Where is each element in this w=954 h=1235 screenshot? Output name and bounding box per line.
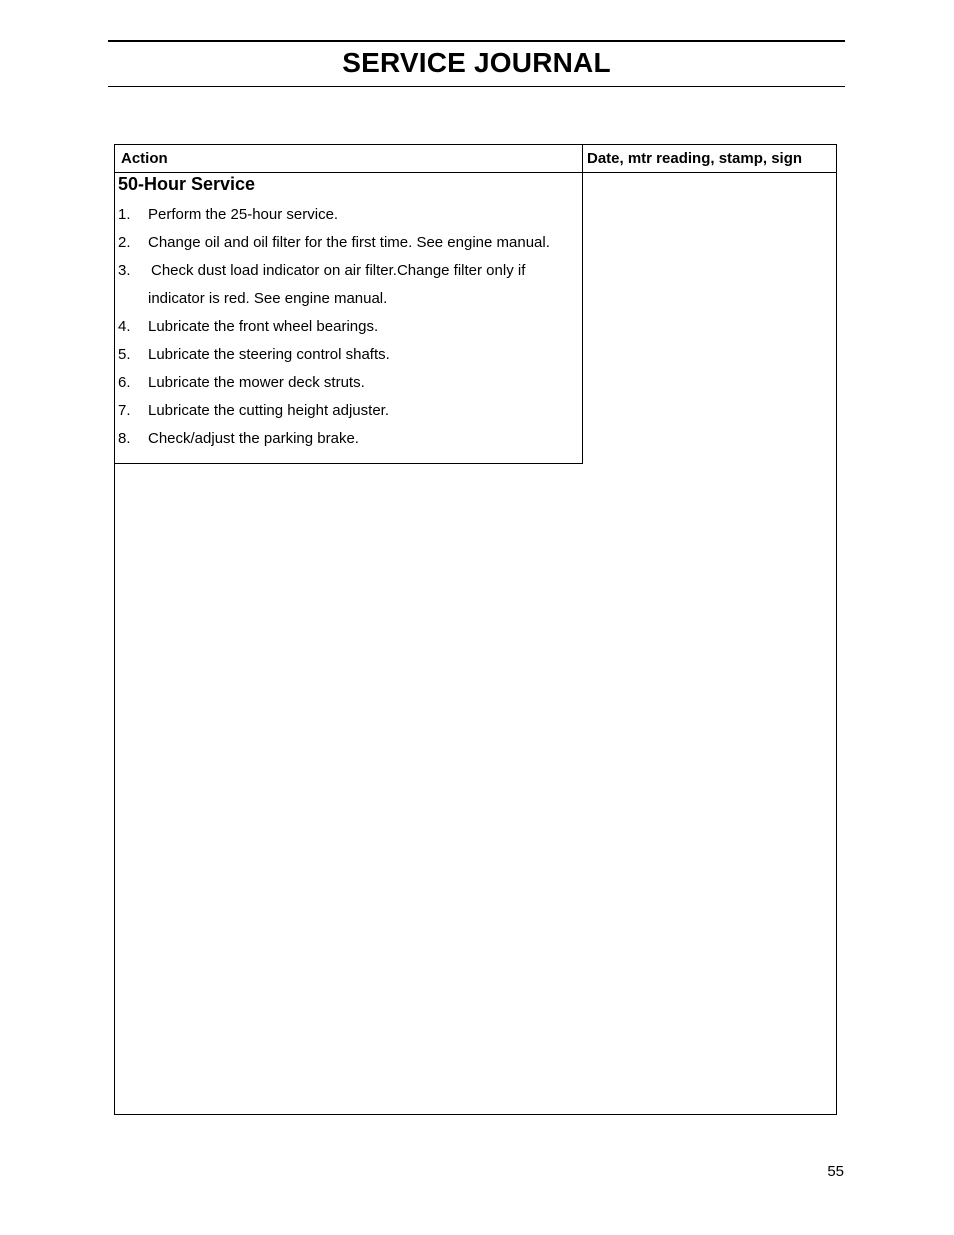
step-text: Lubricate the cutting height adjuster. [148, 402, 389, 419]
step-number: 4. [118, 318, 131, 335]
title-rule-top [108, 40, 845, 42]
list-item [115, 369, 582, 397]
step-text: Lubricate the steering control shafts. [148, 346, 390, 363]
service-steps-list [115, 201, 582, 453]
title-rule-bottom [108, 86, 845, 87]
column-header-action: Action [121, 150, 168, 167]
step-text-continued: indicator is red. See engine manual. [148, 290, 388, 307]
step-number: 8. [118, 430, 131, 447]
list-item [115, 425, 582, 453]
step-number: 5. [118, 346, 131, 363]
list-item [115, 313, 582, 341]
list-item [115, 201, 582, 229]
service-journal-table [114, 144, 837, 1115]
page-title: SERVICE JOURNAL [342, 47, 611, 78]
column-header-date: Date, mtr reading, stamp, sign [587, 150, 803, 167]
step-number: 2. [118, 234, 131, 251]
page-number: 55 [827, 1163, 844, 1180]
list-item [115, 341, 582, 369]
list-item [115, 229, 582, 257]
step-text: Lubricate the mower deck struts. [148, 374, 365, 391]
step-number: 3. [118, 262, 131, 279]
step-text: Change oil and oil filter for the first time. See engine manual. [148, 234, 550, 251]
table-header-row [115, 145, 836, 173]
step-text: Check/adjust the parking brake. [148, 430, 359, 447]
step-text: Lubricate the front wheel bearings. [148, 318, 379, 335]
step-text: Check dust load indicator on air filter.Change filter only if [151, 262, 526, 279]
list-item [115, 257, 582, 313]
list-item [115, 397, 582, 425]
step-number: 7. [118, 402, 131, 419]
section-title: 50-Hour Service [118, 174, 256, 194]
step-number: 1. [118, 206, 131, 223]
column-divider [582, 145, 583, 173]
action-cell [115, 173, 583, 464]
step-text: Perform the 25-hour service. [148, 206, 339, 223]
step-number: 6. [118, 374, 131, 391]
